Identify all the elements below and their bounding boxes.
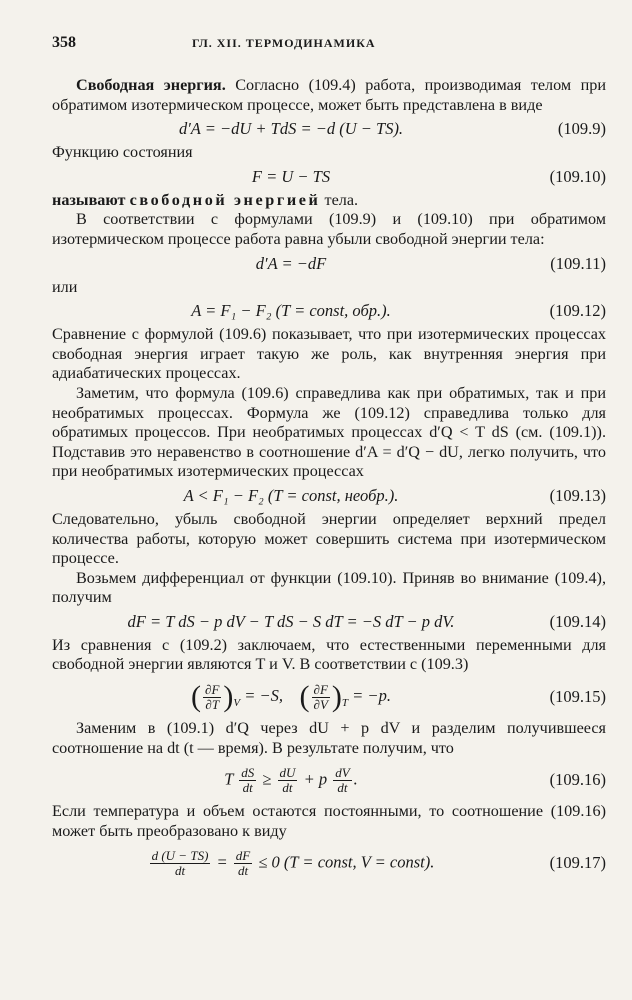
equation-109-16 (52, 758, 606, 802)
equation-109-10 (52, 163, 606, 191)
equation-number: (109.13) (549, 485, 606, 505)
denominator: dt (242, 779, 253, 795)
equation-rest: ≤ 0 (T = const, V = const). (254, 852, 435, 872)
subscript: V (233, 696, 241, 709)
equation-number: (109.17) (549, 853, 606, 873)
denominator: dt (174, 862, 186, 878)
paragraph-differential: Возьмем дифференциал от функции (109.10). Приняв во внимание (109.4), получим (52, 568, 606, 607)
equation-expression: d′A = −dU + TdS = −d (U − TS). (178, 119, 404, 139)
paragraph-natural-variables: Из сравнения с (109.2) заключаем, что естественными переменными для свободной энергии являются T и V. В соответствии с (109.3) (52, 635, 606, 674)
equation-expression: d′A = −dF (255, 253, 327, 273)
right-paren: ) (223, 680, 234, 714)
paragraph-work-equals-loss: В соответствии с формулами (109.9) и (109.10) при обратимом изотермическом процессе работа равна убыли свободной энергии тела: (52, 210, 606, 248)
denominator: ∂T (205, 696, 220, 712)
equation-109-14 (52, 608, 606, 636)
terminator: . (353, 769, 358, 789)
line-definition (52, 191, 606, 211)
fraction (333, 766, 351, 795)
denominator: dt (282, 779, 293, 795)
equation-number: (109.9) (557, 119, 606, 139)
running-title: ГЛ. XII. ТЕРМОДИНАМИКА (192, 36, 376, 50)
paragraph-upper-limit: Следовательно, убыль свободной энергии определяет верхний предел количества работы, которую может совершить система при изотермическом процессе. (52, 509, 606, 568)
denominator: dt (237, 862, 249, 878)
equation-number: (109.11) (550, 253, 606, 273)
factor: T (224, 769, 234, 789)
equation-expression: A = F₁ − F₂ (T = const, обр.). (191, 301, 391, 321)
numerator: dS (241, 764, 255, 780)
numerator: dF (235, 847, 251, 863)
numerator: dU (279, 764, 296, 780)
equation-number: (109.12) (549, 301, 606, 321)
equation-number: (109.16) (549, 770, 606, 790)
line-state-function: Функцию состояния (52, 143, 193, 162)
equation-rhs: = −S, (240, 685, 284, 705)
equation-109-13 (52, 482, 606, 510)
left-paren: ( (191, 680, 202, 714)
equation-expression: dF = T dS − p dV − T dS − S dT = −S dT − p dV. (127, 611, 455, 631)
left-paren: ( (299, 680, 310, 714)
fraction (278, 766, 298, 795)
paragraph-comparison: Сравнение с формулой (109.6) показывает, что при изотермических процессах свободная энергия играет такую же роль, как внутренняя энергия при адиабатических процессах. (52, 325, 606, 383)
paragraph-free-energy-intro (52, 76, 606, 115)
numerator: dV (335, 764, 350, 780)
page-header (52, 34, 606, 60)
operator: ≥ (258, 769, 276, 789)
equation-109-12 (52, 297, 606, 325)
equation-rhs: = −p. (348, 685, 391, 705)
fraction (234, 849, 252, 878)
line-or: или (52, 277, 78, 296)
paragraph-irreversible: Заметим, что формула (109.6) справедлива как при обратимых, так и при необратимых процессах. Формула же (109.12) справедлива только для обратимых процессов. При необратимых процессах d′Q < T dS (см. (109.1)). Подставив это неравенство в соотношение d′A = d′Q − dU, легко получить, что при необратимых изотермических процессах (52, 383, 606, 481)
denominator: dt (337, 779, 348, 795)
definition-term: свободной энергией (129, 190, 321, 209)
paragraph-constant: Если температура и объем остаются постоянными, то соотношение (109.16) может быть преобразовано к виду (52, 802, 606, 840)
denominator: ∂V (313, 696, 328, 712)
equation-expression: A < F₁ − F₂ (T = const, необр.). (183, 485, 399, 505)
equation-expression (52, 680, 530, 714)
equation-109-17 (52, 841, 606, 885)
paragraph-replace: Заменим в (109.1) d′Q через dU + p dV и разделим получившееся соотношение на dt (t — время). В результате получим, что (52, 719, 606, 757)
right-paren: ) (331, 680, 342, 714)
equation-number: (109.15) (549, 687, 606, 707)
fraction (203, 683, 221, 712)
equation-expression (52, 766, 530, 795)
subscript: T (341, 696, 349, 709)
equation-expression: F = U − TS (251, 166, 331, 186)
fraction (150, 849, 211, 878)
equation-109-11 (52, 250, 606, 278)
operator: + p (299, 769, 328, 789)
numerator: ∂F (313, 681, 328, 697)
numerator: ∂F (205, 681, 220, 697)
section-lead: Свободная энергия. (76, 76, 226, 94)
equation-number: (109.10) (549, 166, 606, 186)
fraction (312, 683, 330, 712)
definition-suffix: тела. (320, 190, 359, 209)
equation-expression (52, 849, 530, 878)
equation-109-15 (52, 675, 606, 719)
fraction (239, 766, 256, 795)
equation-109-9 (52, 115, 606, 143)
numerator: d (U − TS) (151, 847, 209, 863)
equation-number: (109.14) (549, 611, 606, 631)
paragraph-text: Согласно (109.4) работа, производимая телом при обратимом изотермическом процессе, может быть представлена в виде (52, 76, 607, 114)
definition-prefix: называют (52, 190, 130, 209)
operator: = (212, 852, 232, 872)
page-number: 358 (52, 34, 76, 51)
